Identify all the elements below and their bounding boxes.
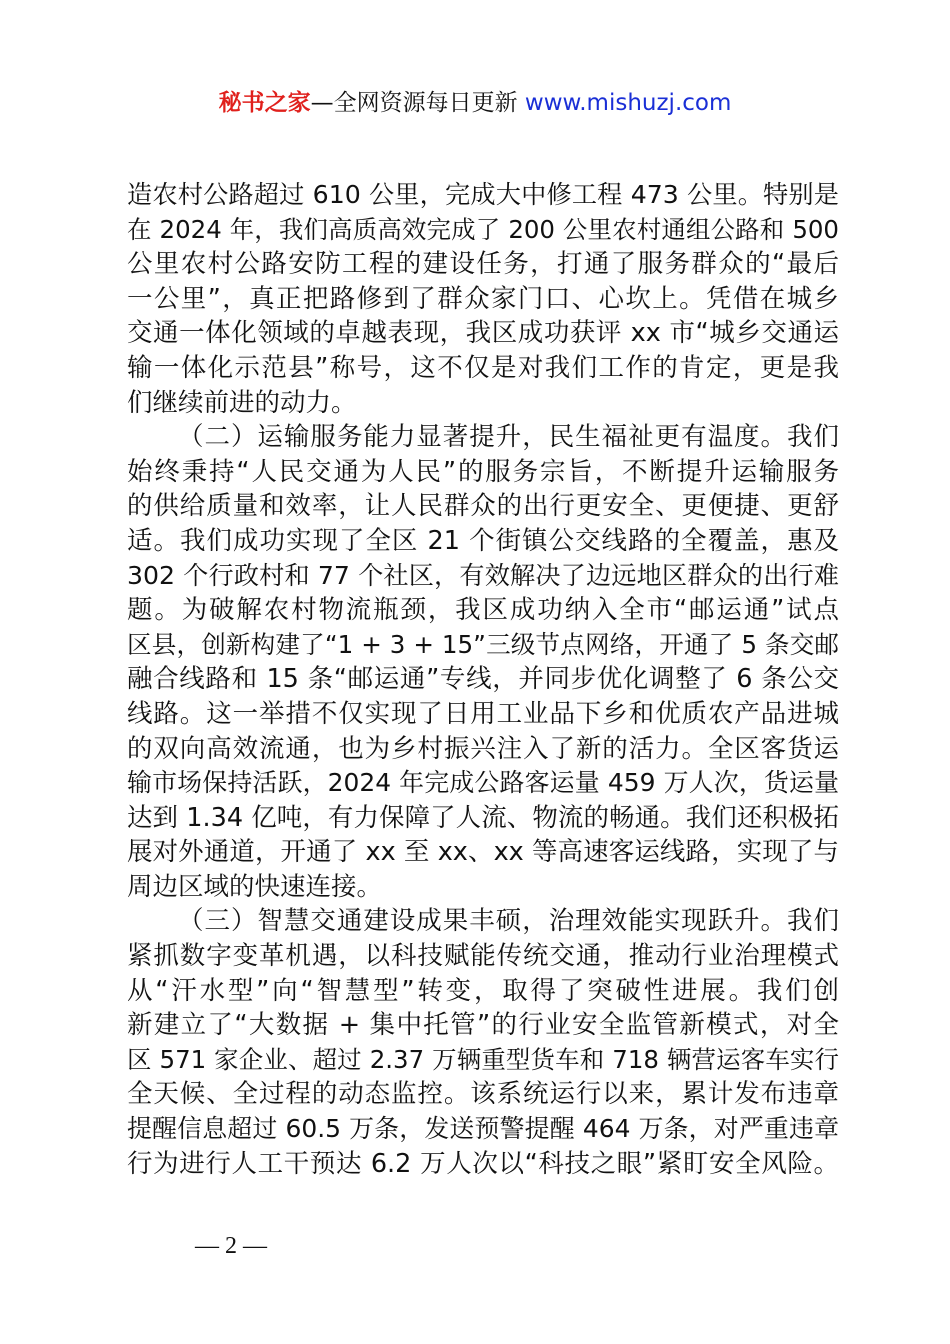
text-line: 从“汗水型”向“智慧型”转变，取得了突破性进展。我们创	[127, 975, 839, 1006]
text-line: 题。为破解农村物流瓶颈，我区成功纳入全市“邮运通”试点	[127, 595, 839, 626]
document-body	[127, 178, 839, 1181]
text-line: 提醒信息超过 60.5 万条，发送预警提醒 464 万条，对严重违章	[127, 1114, 839, 1144]
header-tagline: —全网资源每日更新	[310, 90, 518, 116]
text-line: 造农村公路超过 610 公里，完成大中修工程 473 公里。特别是	[127, 180, 839, 209]
text-line: 行为进行人工干预达 6.2 万人次以“科技之眼”紧盯安全风险。	[127, 1148, 839, 1179]
text-line: 公里农村公路安防工程的建设任务，打通了服务群众的“最后	[127, 249, 839, 280]
text-line: 适。我们成功实现了全区 21 个街镇公交线路的全覆盖，惠及	[127, 525, 839, 556]
text-line: 全天候、全过程的动态监控。该系统运行以来，累计发布违章	[127, 1079, 839, 1110]
text-line: 区县，创新构建了“1 + 3 + 15”三级节点网络，开通了 5 条交邮	[127, 629, 839, 659]
text-line: 周边区域的快速连接。	[127, 871, 383, 902]
text-line: 新建立了“大数据 + 集中托管”的行业安全监管新模式，对全	[127, 1010, 839, 1041]
text-line: 的双向高效流通，也为乡村振兴注入了新的活力。全区客货运	[127, 733, 839, 764]
text-line: 紧抓数字变革机遇，以科技赋能传统交通，推动行业治理模式	[127, 941, 839, 972]
text-line: 融合线路和 15 条“邮运通”专线，并同步优化调整了 6 条公交	[127, 664, 839, 695]
page-number: — 2 —	[195, 1233, 267, 1259]
text-line: 始终秉持“人民交通为人民”的服务宗旨，不断提升运输服务	[127, 456, 839, 487]
text-line: 展对外通道，开通了 xx 至 xx、xx 等高速客运线路，实现了与	[127, 837, 839, 868]
section-heading-line: （二）运输服务能力显著提升，民生福祉更有温度。我们	[178, 422, 839, 453]
section-heading-line: （三）智慧交通建设成果丰硕，治理效能实现跃升。我们	[178, 906, 839, 937]
text-line: 线路。这一举措不仅实现了日用工业品下乡和优质农产品进城	[127, 698, 839, 729]
text-line: 交通一体化领域的卓越表现，我区成功获评 xx 市“城乡交通运	[127, 318, 839, 349]
text-line: 在 2024 年，我们高质高效完成了 200 公里农村通组公路和 500	[127, 214, 839, 244]
text-line: 输市场保持活跃，2024 年完成公路客运量 459 万人次，货运量	[127, 768, 839, 798]
site-header	[0, 86, 950, 120]
text-line: 一公里”，真正把路修到了群众家门口、心坎上。凭借在城乡	[127, 283, 839, 314]
text-line: 区 571 家企业、超过 2.37 万辆重型货车和 718 辆营运客车实行	[127, 1044, 839, 1074]
text-line: 输一体化示范县”称号，这不仅是对我们工作的肯定，更是我	[127, 352, 839, 383]
text-line: 们继续前进的动力。	[127, 387, 357, 418]
text-line: 302 个行政村和 77 个社区，有效解决了边远地区群众的出行难	[127, 560, 839, 590]
text-line: 达到 1.34 亿吨，有力保障了人流、物流的畅通。我们还积极拓	[127, 802, 839, 833]
site-url[interactable]: www.mishuzj.com	[524, 90, 732, 116]
brand-name: 秘书之家	[218, 90, 311, 116]
text-line: 的供给质量和效率，让人民群众的出行更安全、更便捷、更舒	[127, 491, 839, 522]
